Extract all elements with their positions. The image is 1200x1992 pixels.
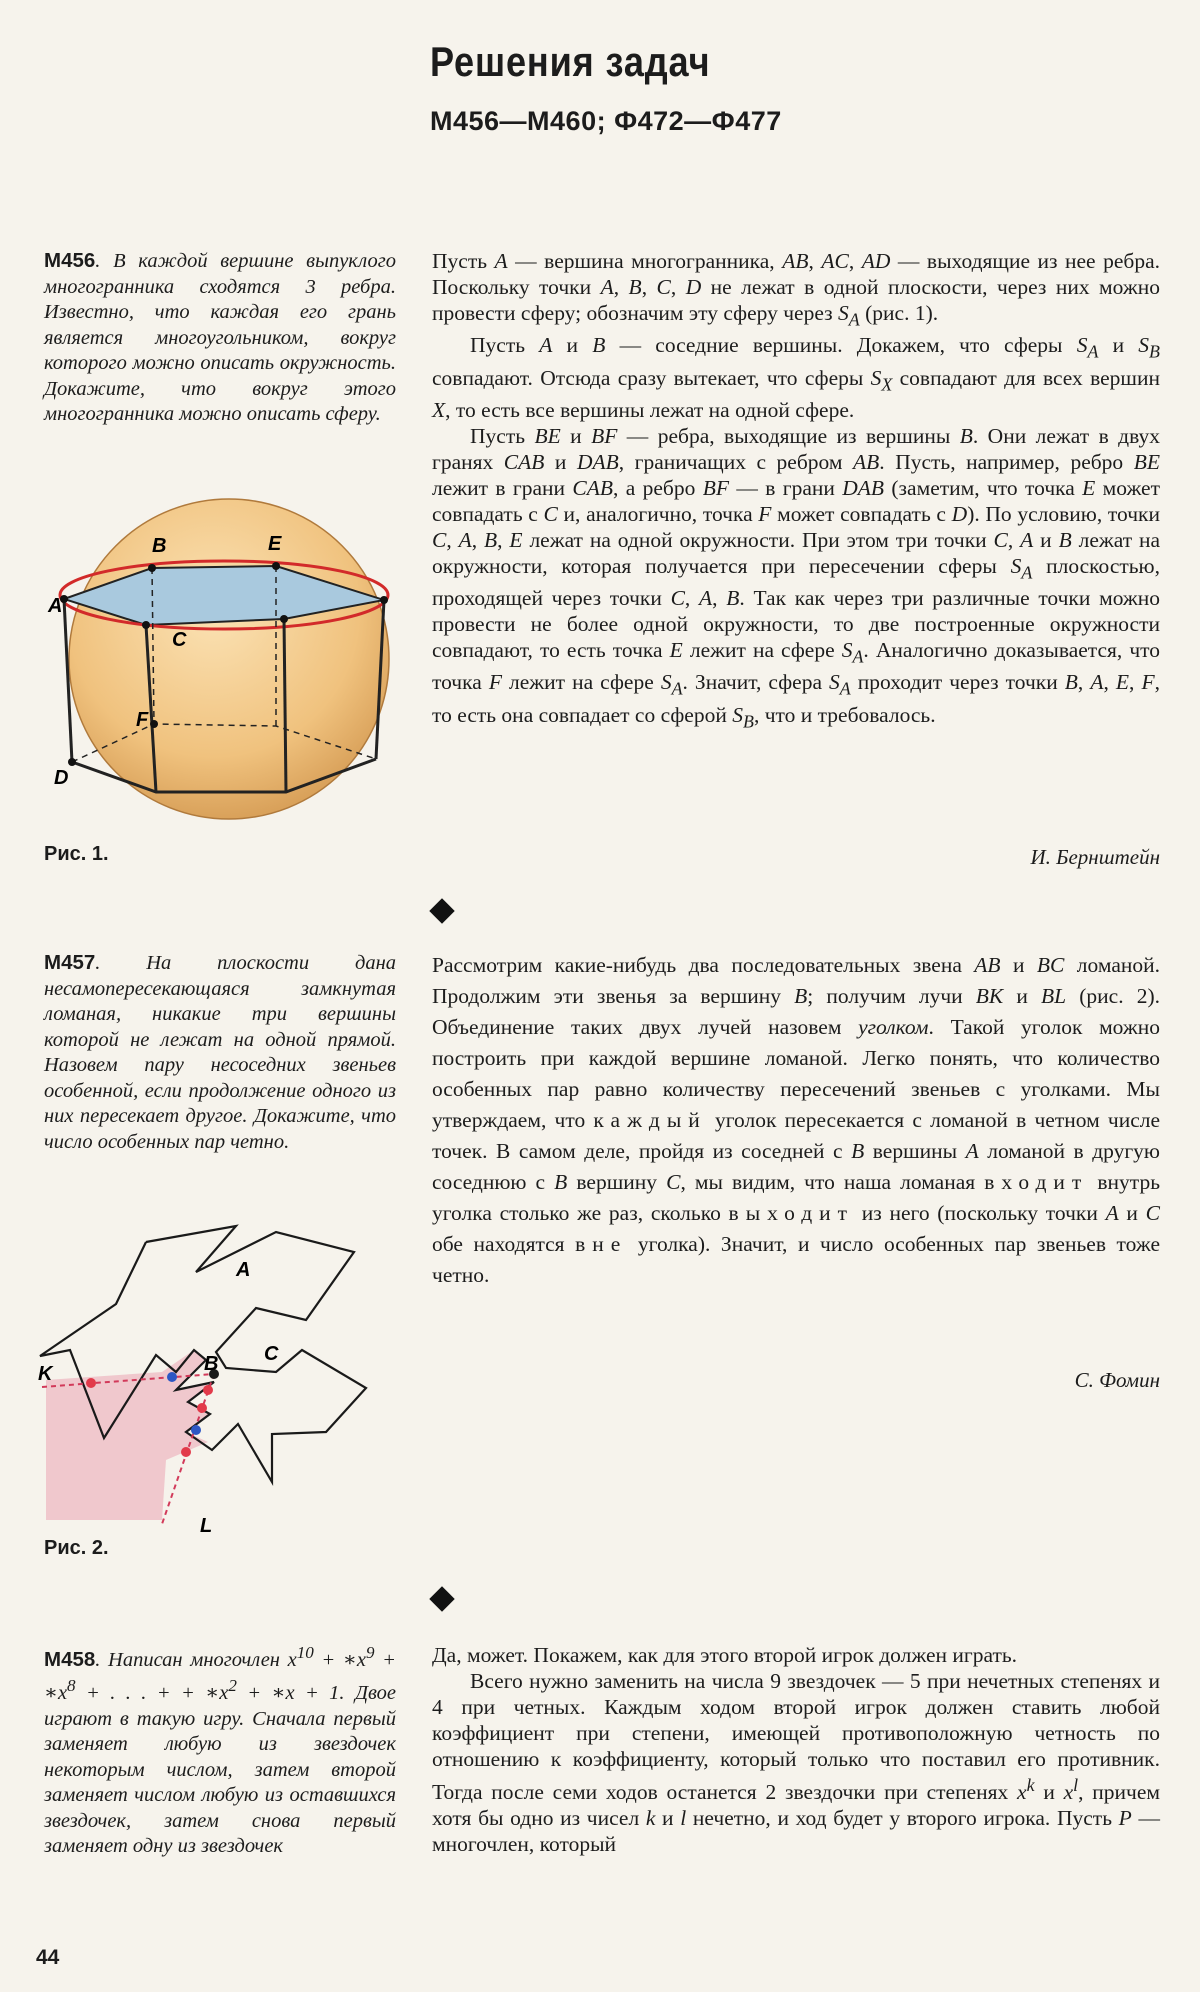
problem-text: . В каждой вершине выпуклого многогранника сходятся 3 ребра. Известно, что каждая его грань является многоугольником, вокруг которого можно описать окружность. Докажите, что вокруг этого многогранника можно описать сферу. xyxy=(44,250,396,425)
problem-m456 xyxy=(44,248,396,428)
solution-m457: Рассмотрим какие-нибудь два последовательных звена AB и BC ломаной. Продолжим эти звенья за вершину B; получим лучи BK и BL (рис. 2). Объединение таких двух лучей назовем уголком. Такой уголок можно построить при каждой вершине ломаной. Легко понять, что количество особенных пар равно количеству пересечений звеньев с уголками. Мы утверждаем, что каждый уголок пересекается с ломаной в четном числе точек. В самом деле, пройдя из соседней с B вершины A ломаной в другую соседнюю с B вершину C, мы видим, что наша ломаная входит внутрь уголка столько же раз, сколько выходит из него (поскольку точки A и C обе находятся вне уголка). Значит, и число особенных пар звеньев тоже четно. xyxy=(432,953,1161,1287)
page-number: 44 xyxy=(36,1946,60,1969)
problem-id: М457 xyxy=(44,951,96,974)
label-b: B xyxy=(204,1353,219,1375)
problem-text: . На плоскости дана несамопересекающаяся замкнутая ломаная, никакие три вершины которой не лежат на одной прямой. Назовем пару несоседних звеньев особенной, если продолжение одного из них пересекает другое. Докажите, что число особенных пар четно. xyxy=(44,952,396,1153)
figure-2-caption: Рис. 2. xyxy=(44,1537,109,1559)
label-f: F xyxy=(136,709,149,731)
author-m456: И. Бернштейн xyxy=(1030,845,1160,869)
label-e: E xyxy=(268,533,282,555)
section-divider xyxy=(429,898,454,923)
figure-1-polyhedron xyxy=(44,494,404,824)
label-b: B xyxy=(152,535,167,557)
label-l: L xyxy=(200,1515,213,1537)
figure-2-polyline xyxy=(36,1220,406,1540)
problem-id: М456 xyxy=(44,249,96,272)
solution-m458: Да, может. Покажем, как для этого второй игрок должен играть. Всего нужно заменить на числа 9 звездочек — 5 при нечетных степенях и 4 при четных. Каждым ходом второй игрок должен ставить любой коэффициент при степени, имеющей противоположную четность по отношению к коэффициенту, который только что поставил его противник. Тогда после семи ходов останется 2 звездочки при степенях $x^k$ и $x^l$, причем хотя бы одно из чисел k и l нечетно, и ход будет у второго игрока. Пусть P — многочлен, который xyxy=(432,1643,1160,1857)
problem-text-a: . Написан многочлен x xyxy=(95,1648,297,1671)
problem-m457 xyxy=(44,950,396,1155)
problem-text-rest: Двое играют в такую игру. Сначала первый заменяет любую из звездочек некоторым числом, затем второй заменяет числом любую из оставшихся звездочек, затем снова первый заменяет одну из звездочек xyxy=(44,1682,396,1858)
label-a: A xyxy=(236,1259,251,1281)
page-subtitle: М456—М460; Ф472—Ф477 xyxy=(430,106,782,136)
label-a: A xyxy=(48,595,63,617)
solution-m456: Пусть A — вершина многогранника, AB, AC, AD — выходящие из нее ребра. Поскольку точки A, B, C, D не лежат в одной плоскости, через них можно провести сферу; обозначим эту сферу через $S_A$ (рис. 1). Пусть A и B — соседние вершины. Докажем, что сферы $S_A$ и $S_B$ совпадают. Отсюда сразу вытекает, что сферы $S_X$ совпадают для всех вершин X, то есть все вершины лежат на одной сфере. Пусть BE и BF — ребра, выходящие из вершины B. Они лежат в двух гранях CAB и DAB, граничащих с ребром AB. Пусть, например, ребро BE лежит в грани CAB, а ребро BF — в грани DAB (заметим, что точка E может совпадать с C и, аналогично, точка F может совпадать с D). По условию, точки C, A, B, E лежат на одной окружности. При этом три точки C, A и B лежат на окружности, которая получается при пересечении сферы $S_A$ плоскостью, проходящей через точки C, A, B. Так как через три различные точки можно провести не более одной окружности, то две построенные окружности совпадают, то есть точка E лежит на сфере $S_A$. Аналогично доказывается, что точка F лежит на сфере $S_A$. Значит, сфера $S_A$ проходит через точки B, A, E, F, то есть она совпадает со сферой $S_B$, что и требовалось. xyxy=(432,249,1161,732)
label-d: D xyxy=(54,767,69,789)
label-k: K xyxy=(38,1363,53,1385)
section-divider xyxy=(429,1586,454,1611)
author-m457: С. Фомин xyxy=(1074,1368,1160,1392)
problem-id: М458 xyxy=(44,1647,96,1671)
page-title: Решения задач xyxy=(430,38,711,85)
label-c: C xyxy=(264,1343,279,1365)
label-c: C xyxy=(172,629,187,651)
problem-m458: М458. Написан многочлен $x^{10}$ + $∗x^9$ + $∗x^8$ + . . . + + $∗x^2$ + ∗x + 1. Двое играют в такую игру. Сначала первый заменяет любую из звездочек некоторым числом, затем второй заменяет числом любую из оставшихся звездочек, затем снова первый заменяет одну из звездочек xyxy=(44,1643,396,1858)
figure-1-caption: Рис. 1. xyxy=(44,843,109,865)
